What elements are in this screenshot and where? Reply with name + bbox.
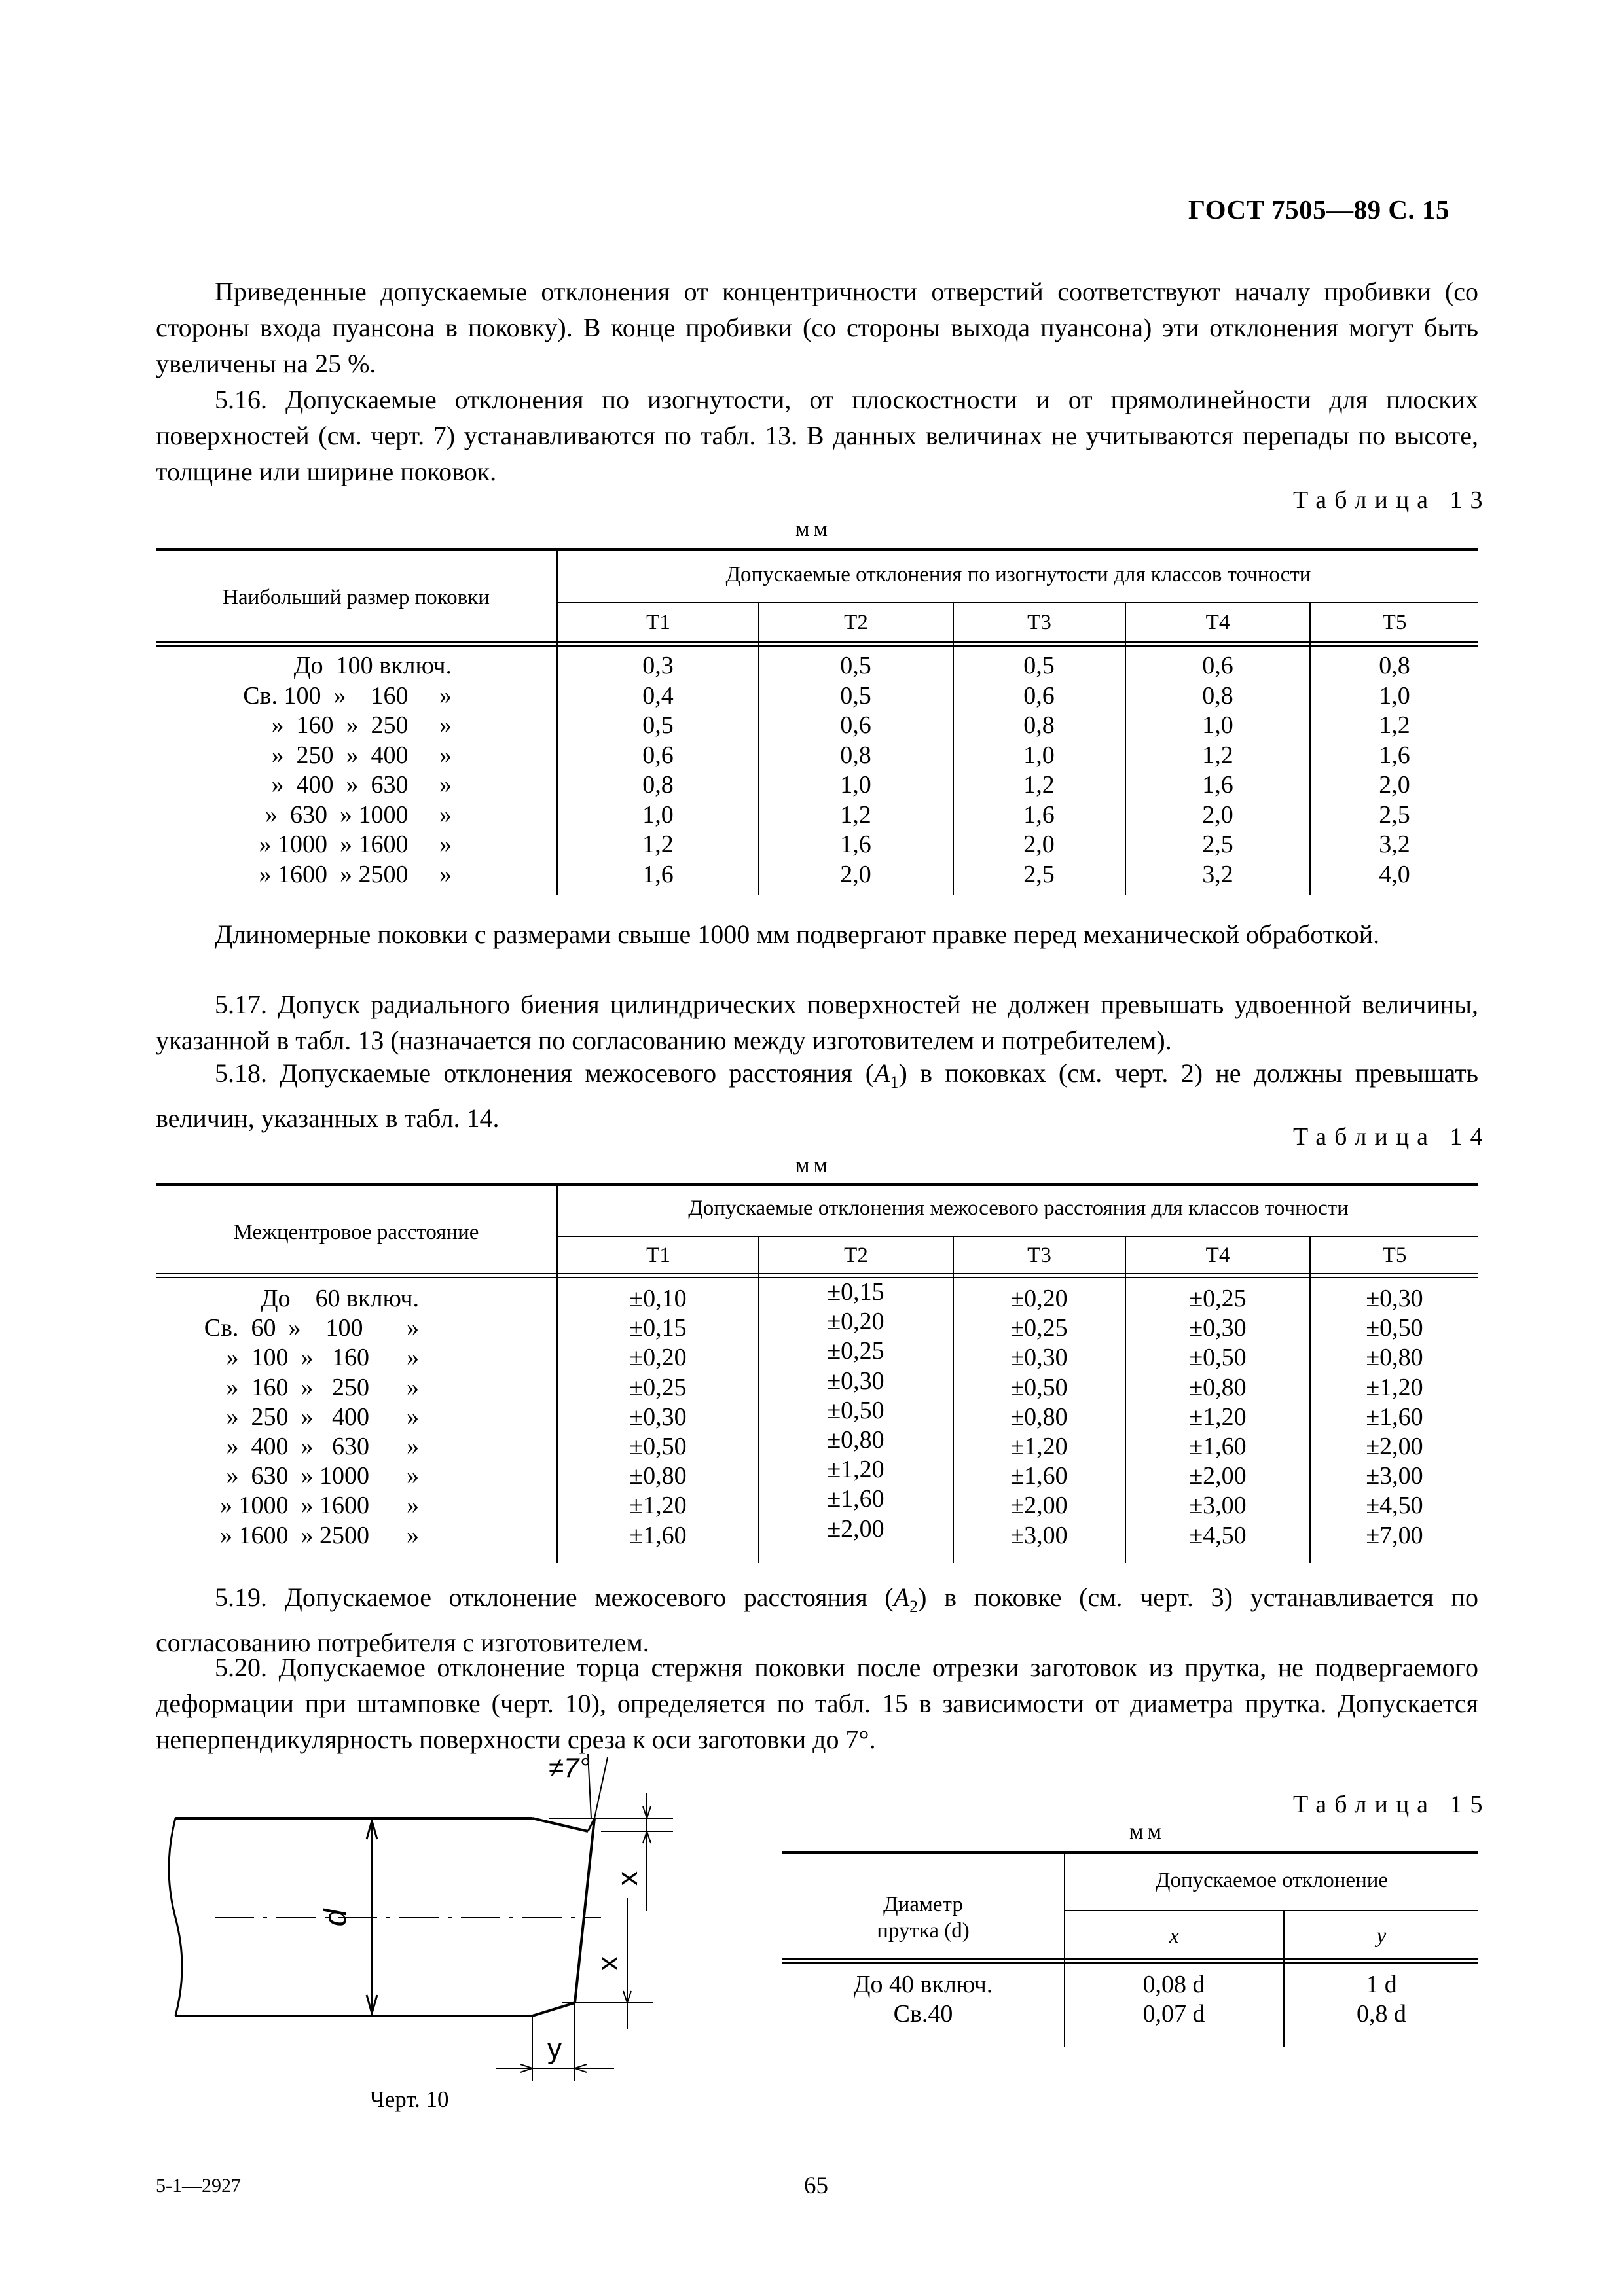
table-cell: 2,5 xyxy=(1202,831,1233,858)
table-cell: 3,2 xyxy=(1379,831,1410,858)
table-cell: 0,5 xyxy=(840,652,871,679)
table-cell: 0,5 xyxy=(642,711,674,739)
table-cell: 1,2 xyxy=(1023,771,1055,798)
table-cell: 0,8 xyxy=(1379,652,1410,679)
table-cell: 2,5 xyxy=(1023,860,1055,888)
paragraph-long-forgings: Длиномерные поковки с размерами свыше 1000 мм подвергают правке перед механической обработкой. xyxy=(215,920,1380,949)
table14-row-header: Межцентровое расстояние xyxy=(233,1221,479,1244)
table-cell: 0,08 d xyxy=(1142,1971,1205,1998)
table-cell: 0,07 d xyxy=(1142,2000,1205,2028)
table-cell: ±1,20 xyxy=(1010,1433,1068,1460)
table-cell: ±0,50 xyxy=(629,1433,687,1460)
table-cell: ±0,15 xyxy=(827,1278,884,1306)
table13-caption: Таблица 13 xyxy=(1293,486,1491,514)
table-cell: ±2,00 xyxy=(1189,1462,1247,1490)
table15-col-x: x xyxy=(1169,1924,1179,1948)
table15-unit: мм xyxy=(1129,1820,1166,1844)
table-cell: 0,4 xyxy=(642,681,674,709)
table-cell: 2,0 xyxy=(1202,800,1233,829)
page-header: ГОСТ 7505—89 С. 15 xyxy=(1188,194,1450,224)
table-cell: 0,5 xyxy=(1023,652,1055,679)
table-cell: ±0,30 xyxy=(629,1403,687,1431)
table13-class-t3: T3 xyxy=(1027,611,1051,634)
table15-row-header-line1: Диаметр xyxy=(883,1893,963,1916)
table-cell: ±3,00 xyxy=(1010,1521,1068,1549)
table-cell: 2,5 xyxy=(1379,800,1410,829)
drawing-x-label-bottom: x xyxy=(592,1956,624,1971)
table-cell: ±0,25 xyxy=(1189,1285,1247,1312)
table-cell: ±0,80 xyxy=(629,1462,687,1490)
table-cell: ±1,20 xyxy=(1189,1403,1247,1431)
paragraph-5-20: 5.20. Допускаемое отклонение торца стержня поковки после отрезки заготовок из прутка, не подвергаемого деформации при штамповке (черт. 10), определяется по табл. 15 в зависимости от диаметра прутка. Допускается неперпендикулярность поверхности среза к оси заготовки до 7°. xyxy=(156,1653,1478,1754)
table-row-label: » 630 » 1000 » xyxy=(265,800,452,829)
table-cell: 1,6 xyxy=(840,831,871,858)
table-cell: 0,3 xyxy=(642,652,674,679)
table-cell: 2,0 xyxy=(1023,831,1055,858)
table-cell: ±0,80 xyxy=(1010,1403,1068,1431)
table-cell: ±7,00 xyxy=(1366,1521,1423,1549)
table-row-label: » 100 » 160 » xyxy=(226,1344,419,1372)
table-cell: 0,6 xyxy=(1023,681,1055,709)
table-cell: ±0,25 xyxy=(827,1337,884,1365)
table-row-label: » 1600 » 2500 » xyxy=(220,1521,419,1549)
table13-class-t4: T4 xyxy=(1205,611,1230,634)
drawing-angle-label: ≠7° xyxy=(549,1754,591,1783)
drawing-x-label-top: x xyxy=(611,1871,644,1886)
table-cell: ±0,15 xyxy=(629,1314,687,1342)
table15-caption: Таблица 15 xyxy=(1293,1791,1491,1818)
table15-col-y: y xyxy=(1376,1924,1387,1948)
paragraph-concentricity: Приведенные допускаемые отклонения от концентричности отверстий соответствуют началу пробивки (со стороны входа пуансона в поковку). В конце пробивки (со стороны выхода пуансона) эти отклонения могут быть увеличены на 25 %. xyxy=(156,277,1478,378)
table-cell: ±0,20 xyxy=(629,1344,687,1372)
page-number: 65 xyxy=(804,2172,828,2199)
table15-row-header-line2: прутка (d) xyxy=(877,1919,970,1943)
table-cell: 1,6 xyxy=(642,860,674,888)
table-cell: 3,2 xyxy=(1202,860,1233,888)
table-row-label: » 250 » 400 » xyxy=(226,1403,419,1431)
table-cell: ±0,10 xyxy=(629,1285,687,1312)
table13-class-t5: T5 xyxy=(1382,611,1407,634)
table-row-label: » 1000 » 1600 » xyxy=(259,831,452,858)
table-row-label: » 630 » 1000 » xyxy=(226,1462,419,1490)
table-cell: 0,6 xyxy=(642,741,674,769)
table-cell: ±0,80 xyxy=(1366,1344,1423,1372)
table-row-label: » 400 » 630 » xyxy=(271,771,452,798)
table-cell: 1,0 xyxy=(840,771,871,798)
table-cell: 0,6 xyxy=(1202,652,1233,679)
table14-class-t2: T2 xyxy=(844,1244,868,1267)
table14-class-t5: T5 xyxy=(1382,1244,1407,1267)
table-cell: ±0,50 xyxy=(827,1396,884,1424)
table-cell: ±0,20 xyxy=(827,1308,884,1336)
table-cell: ±0,80 xyxy=(1189,1373,1247,1401)
paragraph-5-16: 5.16. Допускаемые отклонения по изогнутости, от плоскостности и от прямолинейности для плоских поверхностей (см. черт. 7) устанавливаются по табл. 13. В данных величинах не учитываются перепады по высоте, толщине или ширине поковок. xyxy=(156,385,1478,486)
table-row-label: » 250 » 400 » xyxy=(271,741,452,769)
table-cell: ±0,30 xyxy=(1010,1344,1068,1372)
footer-code: 5-1—2927 xyxy=(156,2175,241,2197)
table-cell: 0,8 d xyxy=(1357,2000,1406,2028)
table-cell: ±1,60 xyxy=(629,1521,687,1549)
table-cell: 0,8 xyxy=(840,741,871,769)
table-cell: 2,0 xyxy=(1379,771,1410,798)
table-cell: 1,2 xyxy=(642,831,674,858)
table-cell: ±1,60 xyxy=(1366,1403,1423,1431)
table-row-label: Св. 100 » 160 » xyxy=(243,681,452,709)
table14-unit: мм xyxy=(795,1153,832,1177)
table-cell: ±0,25 xyxy=(1010,1314,1068,1342)
table-cell: ±1,60 xyxy=(827,1485,884,1513)
paragraph-5-19: 5.19. Допускаемое отклонение межосевого расстояния $(A_2)$ в поковке (см. черт. 3) устанавливается по согласованию потребителя с изготовителем. xyxy=(156,1583,1479,1657)
table-row-label: » 400 » 630 » xyxy=(226,1433,419,1460)
drawing-caption: Черт. 10 xyxy=(370,2087,449,2112)
table-cell: ±0,20 xyxy=(1010,1285,1068,1312)
table-cell: 0,5 xyxy=(840,681,871,709)
table13-class-t2: T2 xyxy=(844,611,868,634)
table-cell: ±3,00 xyxy=(1189,1492,1247,1520)
table-cell: ±0,50 xyxy=(1366,1314,1423,1342)
table15-group-header: Допускаемое отклонение xyxy=(1155,1869,1389,1892)
table-cell: ±0,30 xyxy=(827,1367,884,1395)
table-row-label: » 1600 » 2500 » xyxy=(259,860,452,888)
drawing-d-label: d xyxy=(318,1909,353,1927)
table-row-label: До 100 включ. xyxy=(293,652,452,679)
table-row-label: Св.40 xyxy=(893,2000,953,2028)
table13-class-t1: T1 xyxy=(646,611,670,634)
table-cell: 1,2 xyxy=(840,800,871,829)
table-cell: ±0,30 xyxy=(1189,1314,1247,1342)
table13-row-header: Наибольший размер поковки xyxy=(223,586,490,609)
table-cell: 1,2 xyxy=(1379,711,1410,739)
table-cell: 1,0 xyxy=(642,800,674,829)
table-cell: ±0,50 xyxy=(1189,1344,1247,1372)
table13-group-header: Допускаемые отклонения по изогнутости для классов точности xyxy=(725,563,1311,586)
table-cell: 0,8 xyxy=(1023,711,1055,739)
table-cell: ±1,60 xyxy=(1189,1433,1247,1460)
drawing-10 xyxy=(156,1754,745,2094)
table-cell: 1,0 xyxy=(1379,681,1410,709)
table-cell: ±2,00 xyxy=(1366,1433,1423,1460)
table-cell: 1,2 xyxy=(1202,741,1233,769)
table-cell: 0,8 xyxy=(1202,681,1233,709)
table-cell: ±1,20 xyxy=(827,1456,884,1484)
table-cell: ±3,00 xyxy=(1366,1462,1423,1490)
table-cell: ±1,20 xyxy=(1366,1373,1423,1401)
table-cell: 4,0 xyxy=(1379,860,1410,888)
table-cell: ±1,60 xyxy=(1010,1462,1068,1490)
drawing-y-label: y xyxy=(547,2033,562,2065)
table14-class-t1: T1 xyxy=(646,1244,670,1267)
table14-group-header: Допускаемые отклонения межосевого расстояния для классов точности xyxy=(688,1196,1349,1220)
table14-class-t4: T4 xyxy=(1205,1244,1230,1267)
table-cell: 1,6 xyxy=(1023,800,1055,829)
table-cell: ±1,20 xyxy=(629,1492,687,1520)
table-cell: 1 d xyxy=(1366,1971,1397,1998)
table-row-label: » 160 » 250 » xyxy=(226,1373,419,1401)
table-cell: ±2,00 xyxy=(1010,1492,1068,1520)
table-row-label: » 1000 » 1600 » xyxy=(220,1492,419,1520)
table13-unit: мм xyxy=(795,517,832,541)
paragraph-5-18: 5.18. Допускаемые отклонения межосевого расстояния $(A_1)$ в поковках (см. черт. 2) не должны превышать величин, указанных в табл. 14. xyxy=(156,1058,1478,1133)
table-cell: 1,0 xyxy=(1023,741,1055,769)
table-cell: 0,8 xyxy=(642,771,674,798)
paragraph-5-17: 5.17. Допуск радиального биения цилиндрических поверхностей не должен превышать удвоенной величины, указанной в табл. 13 (назначается по согласованию между изготовителем и потребителем). xyxy=(156,990,1478,1055)
table-row-label: » 160 » 250 » xyxy=(271,711,452,739)
table-cell: 1,6 xyxy=(1202,771,1233,798)
table-cell: 2,0 xyxy=(840,860,871,888)
table-cell: ±0,80 xyxy=(827,1426,884,1454)
table-cell: ±4,50 xyxy=(1366,1492,1423,1520)
table14-class-t3: T3 xyxy=(1027,1244,1051,1267)
table-row-label: До 60 включ. xyxy=(261,1285,419,1312)
table-cell: 1,6 xyxy=(1379,741,1410,769)
table-cell: ±0,25 xyxy=(629,1373,687,1401)
table-cell: ±2,00 xyxy=(827,1515,884,1543)
table-cell: ±0,30 xyxy=(1366,1285,1423,1312)
table-cell: 1,0 xyxy=(1202,711,1233,739)
table-cell: ±0,50 xyxy=(1010,1373,1068,1401)
table-row-label: Св. 60 » 100 » xyxy=(204,1314,419,1342)
table14-caption: Таблица 14 xyxy=(1293,1123,1491,1151)
table-row-label: До 40 включ. xyxy=(853,1971,993,1998)
table-cell: 0,6 xyxy=(840,711,871,739)
table-cell: ±4,50 xyxy=(1189,1521,1247,1549)
